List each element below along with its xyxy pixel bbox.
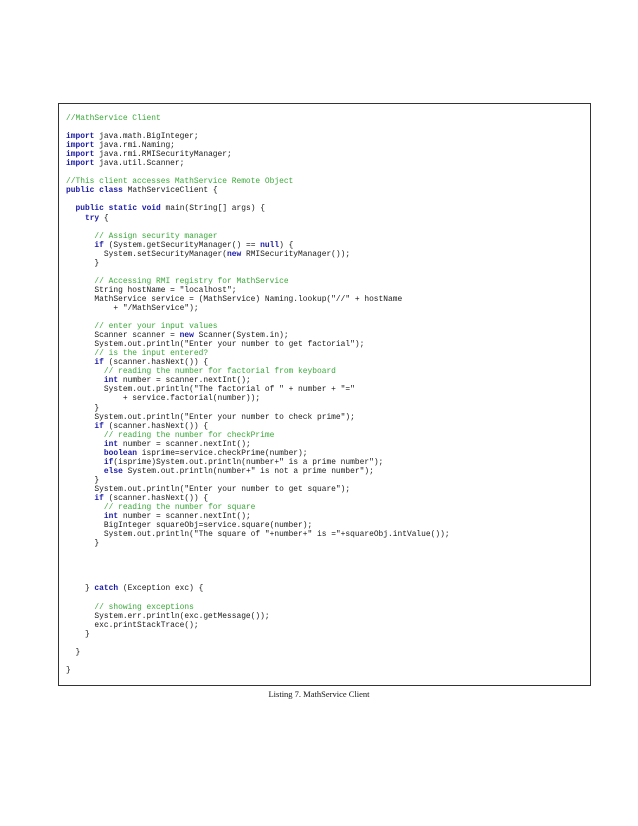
code-text: );	[345, 412, 355, 422]
code-text: java.util.Scanner;	[94, 159, 185, 169]
code-text	[66, 277, 94, 286]
code-line	[66, 150, 586, 159]
code-keyword: static	[108, 204, 138, 214]
code-line	[66, 476, 586, 485]
code-line	[66, 485, 586, 494]
code-text: }	[66, 403, 100, 413]
code-line	[66, 286, 586, 295]
code-line	[66, 548, 586, 557]
code-text: +	[66, 303, 123, 313]
code-text: );	[189, 303, 199, 313]
code-text	[66, 458, 104, 467]
code-line	[66, 440, 586, 449]
code-text	[66, 603, 94, 612]
code-line	[66, 195, 586, 204]
code-line	[66, 512, 586, 521]
code-text: );	[340, 484, 351, 494]
code-line	[66, 223, 586, 232]
code-text	[66, 440, 104, 449]
code-text: System.out.println(	[66, 530, 194, 540]
code-text: (Exception exc) {	[118, 584, 204, 594]
code-keyword: import	[66, 132, 95, 142]
code-line	[66, 367, 586, 376]
code-text: + number +	[283, 385, 341, 395]
code-text: (scanner.hasNext()) {	[103, 358, 209, 368]
listing-caption: Listing 7. MathService Client	[268, 689, 370, 699]
code-keyword: public	[75, 204, 104, 214]
code-text: (scanner.hasNext()) {	[103, 493, 209, 503]
code-string: "Enter your number to get square"	[184, 484, 341, 494]
code-text: java.rmi.Naming;	[94, 141, 175, 151]
code-line	[66, 530, 586, 539]
code-text: main(String[] args) {	[160, 204, 265, 214]
code-line	[66, 494, 586, 503]
code-string: "/MathService"	[122, 303, 190, 313]
code-keyword: try	[84, 213, 100, 223]
code-text	[66, 503, 104, 512]
code-string: " is a prime number"	[279, 457, 374, 467]
code-text: java.math.BigInteger;	[94, 132, 199, 142]
code-line	[66, 404, 586, 413]
code-comment: // Assign security manager	[94, 231, 218, 241]
code-line	[66, 277, 586, 286]
code-line	[66, 385, 586, 394]
code-text	[66, 467, 104, 476]
code-line	[66, 214, 586, 223]
code-line	[66, 603, 586, 612]
code-line	[66, 295, 586, 304]
code-text: + hostName	[350, 294, 403, 304]
code-string: "Enter your number to check prime"	[184, 412, 346, 422]
code-line	[66, 630, 586, 639]
code-keyword: import	[66, 150, 95, 160]
code-line	[66, 349, 586, 358]
code-string: "localhost"	[179, 285, 232, 295]
code-keyword: boolean	[103, 448, 138, 458]
code-text: +squareObj.intValue());	[340, 530, 450, 540]
code-text	[66, 512, 104, 521]
code-keyword: int	[103, 439, 119, 449]
code-text: MathService service = (MathService) Naming.lookup(	[66, 294, 332, 304]
code-keyword: else	[103, 466, 123, 476]
code-comment: // reading the number for checkPrime	[103, 430, 275, 440]
code-keyword: public	[66, 186, 95, 196]
code-text	[66, 431, 104, 440]
code-text: + service.factorial(number));	[66, 394, 261, 404]
code-line	[66, 612, 586, 621]
code-text	[66, 232, 94, 241]
code-text	[66, 422, 94, 431]
code-line	[66, 123, 586, 132]
code-line	[66, 422, 586, 431]
code-line	[66, 621, 586, 630]
code-block	[66, 114, 586, 675]
code-line	[66, 114, 586, 123]
code-comment: //MathService Client	[66, 114, 161, 123]
code-string: "="	[340, 385, 355, 395]
code-comment: // reading the number for factorial from keyboard	[103, 367, 336, 377]
code-text: );	[364, 466, 374, 476]
code-text: }	[66, 258, 100, 268]
code-keyword: int	[103, 376, 119, 386]
code-text: ) {	[279, 240, 294, 250]
code-line	[66, 358, 586, 367]
code-text	[66, 214, 85, 223]
code-text: Scanner(System.in);	[193, 331, 289, 341]
code-text: MathServiceClient {	[122, 186, 218, 196]
code-comment: //This client accesses MathService Remote Object	[66, 177, 294, 187]
code-string: "Enter your number to get factorial"	[184, 340, 355, 350]
code-text	[66, 322, 94, 331]
code-line	[66, 259, 586, 268]
code-line	[66, 168, 586, 177]
code-keyword: class	[99, 186, 123, 196]
code-keyword: new	[179, 331, 194, 341]
code-text: }	[66, 629, 90, 639]
code-line	[66, 331, 586, 340]
code-line	[66, 413, 586, 422]
code-line	[66, 159, 586, 168]
code-text: System.out.println(	[66, 412, 185, 422]
code-text: );	[354, 340, 365, 350]
code-text	[66, 449, 104, 458]
code-text: System.out.println(	[66, 340, 185, 350]
code-line	[66, 458, 586, 467]
code-keyword: void	[141, 204, 161, 214]
code-comment: // is the input entered?	[94, 349, 209, 359]
code-keyword: import	[66, 141, 95, 151]
code-text: RMISecurityManager());	[241, 249, 351, 259]
code-text: (isprime)System.out.println(number+	[113, 457, 280, 467]
code-line	[66, 322, 586, 331]
code-text: }	[66, 665, 71, 675]
code-text	[66, 494, 94, 503]
code-line	[66, 204, 586, 213]
code-keyword: import	[66, 159, 95, 169]
code-keyword: int	[103, 512, 119, 522]
code-line	[66, 639, 586, 648]
code-text: System.out.println(	[66, 385, 194, 395]
code-line	[66, 132, 586, 141]
code-line	[66, 141, 586, 150]
code-line	[66, 584, 586, 593]
code-line	[66, 593, 586, 602]
code-line	[66, 566, 586, 575]
code-string: " is not a prime number"	[250, 466, 365, 476]
code-text	[66, 367, 104, 376]
code-string: "//"	[331, 294, 351, 304]
code-text: number = scanner.nextInt();	[118, 512, 251, 522]
code-text: System.out.println(	[66, 484, 185, 494]
code-text: (scanner.hasNext()) {	[103, 421, 209, 431]
code-line	[66, 449, 586, 458]
code-comment: // showing exceptions	[94, 602, 194, 612]
code-text: }	[66, 647, 81, 657]
code-text: java.rmi.RMISecurityManager;	[94, 150, 232, 160]
code-line	[66, 394, 586, 403]
code-text	[66, 376, 104, 385]
code-text: number = scanner.nextInt();	[118, 376, 251, 386]
code-text: );	[373, 457, 384, 467]
code-text: }	[66, 584, 95, 594]
code-line	[66, 177, 586, 186]
code-text: (System.getSecurityManager() ==	[103, 240, 261, 250]
code-keyword: if	[94, 421, 104, 431]
code-keyword: new	[227, 249, 242, 259]
code-text: System.out.println(number+	[122, 466, 251, 476]
code-keyword: catch	[94, 584, 119, 594]
code-line	[66, 313, 586, 322]
code-keyword: if	[94, 358, 104, 368]
code-text: }	[66, 475, 100, 485]
code-text	[66, 358, 94, 367]
code-comment: // reading the number for square	[103, 503, 256, 513]
code-line	[66, 232, 586, 241]
code-string: "The square of "	[193, 530, 270, 540]
code-line	[66, 648, 586, 657]
code-line	[66, 539, 586, 548]
code-line	[66, 268, 586, 277]
code-line	[66, 304, 586, 313]
code-line	[66, 657, 586, 666]
code-comment: // Accessing RMI registry for MathService	[94, 276, 289, 286]
code-keyword: null	[260, 240, 280, 250]
code-text: String hostName =	[66, 285, 180, 295]
code-text: System.setSecurityManager(	[66, 249, 227, 259]
code-text: exc.printStackTrace();	[66, 620, 199, 630]
code-line	[66, 666, 586, 675]
code-text: +number+	[269, 530, 308, 540]
code-keyword: if	[94, 493, 104, 503]
code-line	[66, 376, 586, 385]
code-text: ;	[231, 285, 237, 295]
code-text: number = scanner.nextInt();	[118, 439, 251, 449]
code-text	[66, 241, 94, 250]
code-keyword: if	[103, 457, 114, 467]
code-keyword: if	[94, 240, 104, 250]
code-line	[66, 521, 586, 530]
code-line	[66, 241, 586, 250]
code-string: " is ="	[307, 530, 341, 540]
code-text: BigInteger squareObj=service.square(number);	[66, 521, 313, 531]
code-line	[66, 467, 586, 476]
code-text: System.err.println(exc.getMessage());	[66, 611, 270, 621]
code-line	[66, 340, 586, 349]
code-text: {	[99, 213, 109, 223]
code-listing-box	[58, 103, 591, 686]
code-string: "The factorial of "	[193, 385, 284, 395]
code-text: Scanner scanner =	[66, 331, 180, 341]
code-text: isprime=service.checkPrime(number);	[137, 448, 308, 458]
code-line	[66, 186, 586, 195]
code-line	[66, 431, 586, 440]
code-comment: // enter your input values	[94, 322, 218, 332]
code-line	[66, 575, 586, 584]
code-line	[66, 503, 586, 512]
code-line	[66, 250, 586, 259]
code-line	[66, 557, 586, 566]
code-text	[66, 349, 94, 358]
code-text: }	[66, 539, 100, 549]
